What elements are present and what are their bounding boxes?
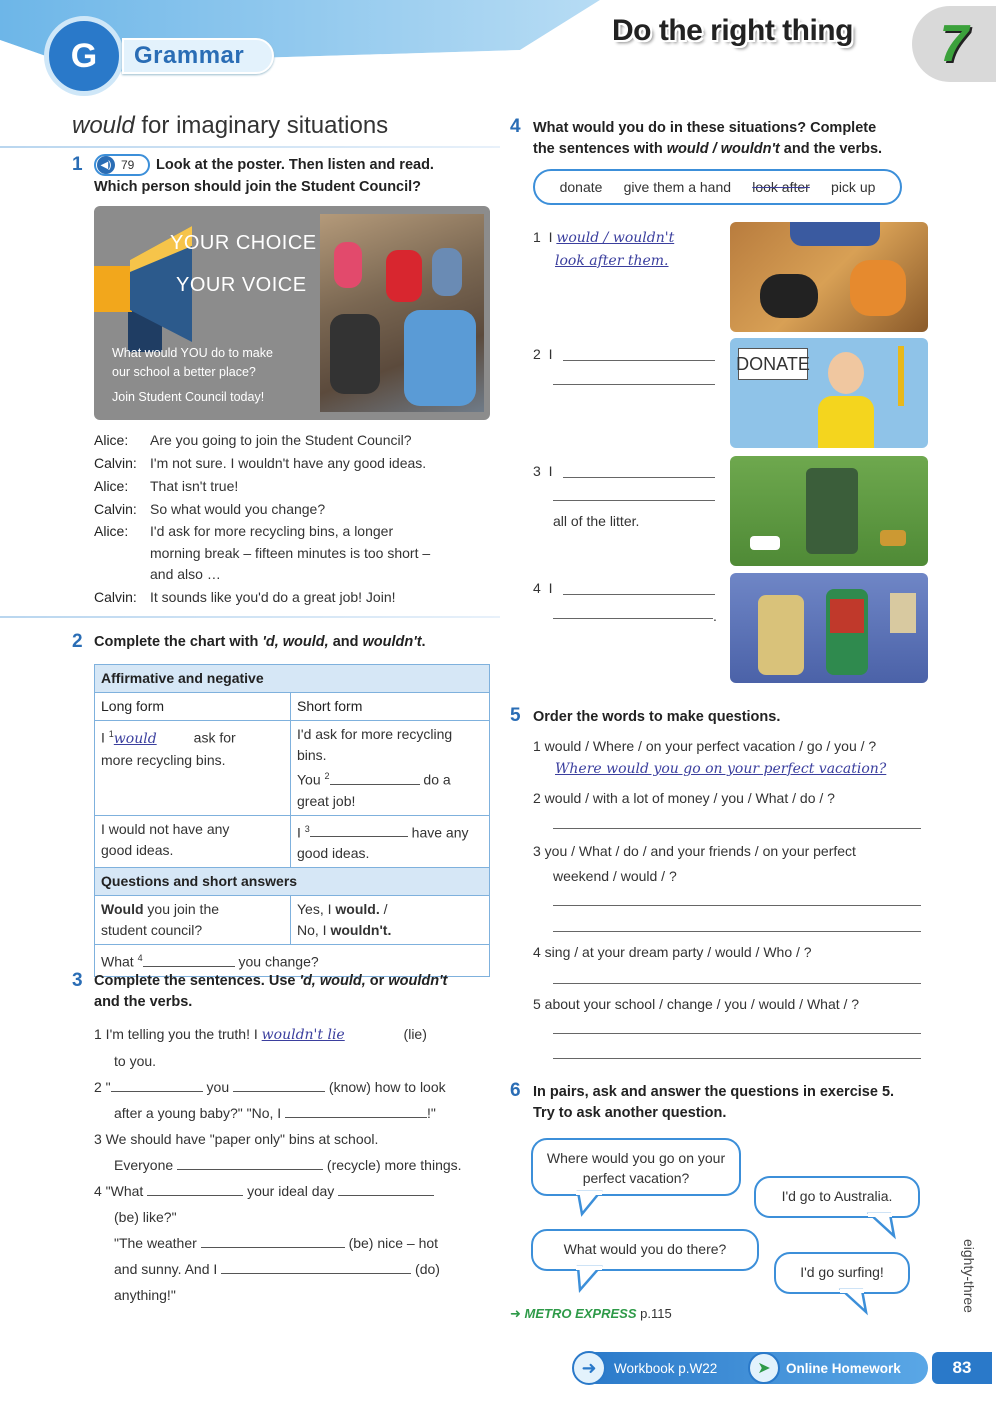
speech-bubble-4: I'd go surfing! [774, 1252, 910, 1294]
dialog-line [94, 475, 494, 498]
answer-line[interactable] [553, 931, 921, 932]
answer-example-2: look after them. [555, 253, 669, 269]
blank[interactable] [285, 1104, 427, 1118]
side-page-text: eighty-three [961, 1239, 977, 1313]
speaker: Calvin: [94, 455, 137, 471]
blank-number: 4 [137, 953, 143, 964]
section-tab [122, 38, 274, 74]
metro-express-label: METRO EXPRESS [524, 1306, 637, 1321]
unit-title: Do the right thing [612, 14, 853, 47]
blank-2[interactable] [330, 771, 420, 785]
ex6-instructions [533, 1082, 933, 1124]
ex4-item-2 [533, 343, 552, 366]
blank-4[interactable] [143, 953, 235, 967]
ex3-sentences [94, 1021, 494, 1308]
chart-cell [95, 896, 291, 945]
chart-cell [95, 721, 291, 816]
instr-text: Try to ask another question. [533, 1105, 727, 1121]
cell-text: No, I [297, 922, 331, 939]
sentence-2-cont [94, 1100, 494, 1126]
ex4-item-1-line2 [555, 252, 715, 270]
cell-text: good ideas. [101, 841, 174, 858]
cats-photo [730, 222, 928, 332]
sentence-text: (recycle) more things. [323, 1157, 462, 1173]
blank[interactable] [221, 1260, 411, 1274]
speech: So what would you change? [150, 501, 326, 517]
sentence-2 [94, 1074, 494, 1100]
item-number: 1 [533, 229, 541, 245]
instr-text: What would you do in these situations? Complete [533, 120, 877, 136]
answer-1: would [113, 730, 157, 747]
sentence-text: Everyone [114, 1157, 178, 1173]
item-text: I [548, 580, 553, 596]
ex2-number: 2 [72, 631, 83, 652]
cell-text: I would not have any [101, 820, 230, 837]
sentence-text: your ideal day [243, 1183, 339, 1199]
word-box [533, 169, 902, 205]
sentence-text: 2 " [94, 1079, 111, 1095]
page-number: 83 [952, 1358, 972, 1377]
speech-line: morning break – fifteen minutes is too short – [150, 544, 431, 561]
topic-title-italic: would [72, 112, 135, 139]
instr-text: . [421, 634, 426, 650]
ex1-number: 1 [72, 154, 83, 175]
cell-bold: wouldn't. [330, 922, 392, 939]
divider [0, 616, 500, 618]
question-text: 3 you / What / do / and your friends / on your perfect [533, 843, 856, 859]
cell-text: I'd ask for more recycling [297, 726, 453, 742]
page-number-badge [932, 1352, 992, 1384]
dialog [94, 429, 494, 609]
speech [150, 521, 430, 586]
ex4-item-3 [533, 460, 552, 483]
answer-example: wouldn't lie [261, 1027, 345, 1043]
metro-express-link[interactable] [510, 1306, 672, 1322]
ex4-item-1 [533, 226, 723, 250]
blank-number: 1 [108, 729, 114, 739]
instr-text: and [328, 634, 363, 650]
poster-line2: YOUR VOICE [176, 274, 307, 296]
instr-text: In pairs, ask and answer the questions in exercise 5. [533, 1084, 895, 1100]
cell-text: have any [407, 824, 469, 841]
answer-line[interactable] [553, 500, 715, 501]
blank[interactable] [111, 1078, 203, 1092]
poster-question2: our school a better place? [112, 365, 256, 379]
audio-button[interactable] [94, 154, 150, 176]
cell-text: You [297, 771, 325, 788]
item-text: I [548, 229, 553, 245]
answer-line[interactable] [563, 594, 715, 595]
ex5-number: 5 [510, 705, 521, 726]
word-give-hand: give them a hand [623, 179, 732, 195]
sentence-4 [94, 1178, 494, 1204]
instr-em: wouldn't [388, 973, 448, 989]
sentence-text: anything!" [114, 1287, 176, 1303]
poster-cta: Join Student Council today! [112, 390, 265, 404]
cell-text: bins. [297, 747, 327, 763]
donate-photo [730, 338, 928, 448]
sentence-4-cont2 [94, 1256, 494, 1282]
sentence-4-cont [94, 1230, 494, 1256]
dialog-line [94, 586, 494, 609]
sentence-text: 1 I'm telling you the truth! I [94, 1026, 262, 1042]
cell-text: What [101, 953, 138, 970]
question-text: weekend / would / ? [553, 868, 677, 884]
item-text: I [548, 463, 553, 479]
speech: I'm not sure. I wouldn't have any good ideas. [150, 455, 427, 471]
online-homework-link[interactable] [748, 1352, 901, 1384]
speaker-icon: ◀) [97, 156, 115, 174]
ex3-number: 3 [72, 970, 83, 991]
speaker: Calvin: [94, 501, 137, 517]
cell-bold: would. [335, 901, 380, 918]
audio-track: 79 [121, 158, 135, 172]
ex3-instructions [94, 971, 494, 1013]
sentence-text: (know) how to look [325, 1079, 446, 1095]
col-long-form: Long form [95, 693, 291, 721]
students-photo [320, 214, 484, 412]
poster [94, 206, 490, 420]
ex4-item-3-tail: all of the litter. [553, 513, 640, 529]
answer-example: Where would you go on your perfect vacation? [555, 761, 887, 777]
sentence-text: !" [427, 1105, 436, 1121]
litter-photo [730, 456, 928, 566]
chart-header-questions: Questions and short answers [95, 868, 490, 896]
speech-bubble-2: I'd go to Australia. [754, 1176, 920, 1218]
cell-text: ask for [189, 729, 236, 746]
cell-text: you change? [234, 953, 319, 970]
cell-text: Yes, I [297, 901, 336, 918]
sentence-text: (be) like?" [114, 1209, 177, 1225]
answer-line[interactable] [553, 828, 921, 829]
arrow-icon: ➜ [510, 1306, 521, 1321]
dialog-line [94, 429, 494, 452]
instr-em: 'd, would, [299, 973, 366, 989]
dialog-line [94, 452, 494, 475]
answer-line[interactable] [563, 477, 715, 478]
section-badge [44, 16, 124, 96]
ex5-q3 [533, 839, 856, 889]
grammar-chart [94, 664, 490, 977]
sentence-3-cont [94, 1152, 494, 1178]
instr-em: 'd, would, [262, 634, 329, 650]
word-donate: donate [559, 179, 603, 195]
topic-title-rest: for imaginary situations [134, 112, 389, 139]
speech-bubble-1: Where would you go on your perfect vacation? [531, 1138, 741, 1196]
ex5-q2: 2 would / with a lot of money / you / What / do / ? [533, 790, 835, 806]
metro-express-page: p.115 [636, 1306, 672, 1321]
item-number: 3 [533, 463, 541, 479]
workbook-link[interactable] [572, 1352, 717, 1384]
word-pick-up: pick up [831, 179, 876, 195]
answer-line[interactable] [553, 384, 715, 385]
blank[interactable] [177, 1156, 323, 1170]
item-number: 2 [533, 346, 541, 362]
cell-text: do a [419, 771, 451, 788]
poster-question1: What would YOU do to make [112, 346, 273, 360]
blank-3[interactable] [310, 823, 408, 837]
blank-number: 2 [324, 771, 330, 781]
sentence-1 [94, 1021, 494, 1048]
donate-sign: DONATE [738, 348, 808, 380]
sentence-text: "The weather [114, 1235, 201, 1251]
answer-line[interactable] [553, 905, 921, 906]
blank-number: 3 [304, 823, 310, 834]
word-look-after: look after [752, 179, 810, 195]
sentence-text: 4 "What [94, 1183, 148, 1199]
speech: Are you going to join the Student Council? [150, 432, 412, 448]
answer-example-1: would / wouldn't [556, 230, 675, 246]
cell-text: you join the [143, 901, 220, 918]
cell-text: I [101, 729, 109, 746]
books-photo [730, 573, 928, 683]
blank[interactable] [233, 1078, 325, 1092]
chart-cell [291, 896, 490, 945]
ex5-q1: 1 would / Where / on your perfect vacation / go / you / ? [533, 738, 877, 754]
cell-text: more recycling bins. [101, 751, 226, 768]
instr-text: Complete the chart with [94, 634, 263, 650]
ex1-instructions [156, 155, 434, 176]
chart-cell [95, 815, 291, 868]
instr-em: wouldn't [362, 634, 422, 650]
dialog-line [94, 521, 494, 586]
poster-line1: YOUR CHOICE [170, 232, 317, 254]
speech: That isn't true! [150, 478, 239, 494]
online-homework-label: Online Homework [786, 1360, 901, 1376]
item-number: 4 [533, 580, 541, 596]
workbook-label: Workbook p.W22 [614, 1360, 718, 1376]
cell-text: good ideas. [297, 845, 370, 862]
blank[interactable] [338, 1182, 434, 1196]
speech-line: I'd ask for more recycling bins, a longer [150, 523, 394, 539]
blank[interactable] [147, 1182, 243, 1196]
ex4-item-4-end: . [713, 608, 717, 624]
dialog-line [94, 498, 494, 521]
ex1-instr1: Look at the poster. Then listen and read. [156, 157, 434, 173]
cell-text: / [379, 901, 388, 918]
answer-line[interactable] [553, 1033, 921, 1034]
speech-line: and also … [150, 566, 221, 582]
sentence-text: after a young baby?" "No, I [114, 1105, 286, 1121]
cursor-icon: ➤ [748, 1352, 780, 1384]
ex5-q5: 5 about your school / change / you / would / What / ? [533, 996, 860, 1012]
ex4-instructions [533, 118, 933, 160]
item-text: I [548, 346, 553, 362]
chart-cell [291, 815, 490, 868]
speaker: Alice: [94, 523, 129, 539]
topic-title [72, 112, 388, 140]
unit-badge [912, 6, 996, 82]
section-letter: G [70, 36, 98, 75]
chart-cell [291, 721, 490, 816]
answer-line[interactable] [553, 983, 921, 984]
section-title: Grammar [134, 42, 245, 69]
ex1-question: Which person should join the Student Council? [94, 179, 422, 195]
instr-text: the sentences with [533, 141, 667, 157]
ex6-number: 6 [510, 1080, 521, 1101]
sentence-text: and sunny. And I [114, 1261, 222, 1277]
cell-text: I [297, 824, 305, 841]
answer-line[interactable] [553, 1058, 921, 1059]
answer-line[interactable] [553, 618, 713, 619]
chart-header-affirmative: Affirmative and negative [95, 665, 490, 693]
ex2-instructions [94, 632, 426, 653]
cell-bold: Would [101, 901, 144, 918]
divider [0, 146, 500, 148]
speaker: Alice: [94, 478, 129, 494]
cell-text: great job! [297, 792, 356, 809]
ex5-instructions: Order the words to make questions. [533, 709, 781, 725]
speech: It sounds like you'd do a great job! Join! [150, 588, 396, 605]
speaker: Alice: [94, 432, 129, 448]
instr-text: or [365, 973, 389, 989]
instr-text: Complete the sentences. Use [94, 973, 300, 989]
ex4-item-4 [533, 577, 552, 600]
answer-line[interactable] [563, 360, 715, 361]
unit-number: 7 [939, 15, 969, 73]
sentence-text: (be) nice – hot [344, 1235, 439, 1251]
ex5-q4: 4 sing / at your dream party / would / Who / ? [533, 944, 812, 960]
sentence-text: (lie) [399, 1026, 427, 1042]
sentence-text: (do) [411, 1261, 440, 1277]
cell-text: student council? [101, 922, 203, 939]
sentence-3: 3 We should have "paper only" bins at school. [94, 1131, 379, 1147]
sentence-text: you [202, 1079, 234, 1095]
sentence-text: to you. [114, 1053, 157, 1069]
ex4-number: 4 [510, 116, 521, 137]
instr-text: and the verbs. [779, 141, 883, 157]
ex5-q1-answer [555, 760, 921, 778]
instr-em: would / wouldn't [666, 141, 780, 157]
speech-bubble-3: What would you do there? [531, 1229, 759, 1271]
col-short-form: Short form [291, 693, 490, 721]
speaker: Calvin: [94, 588, 137, 605]
instr-text: and the verbs. [94, 994, 193, 1010]
arrow-right-icon: ➜ [572, 1351, 606, 1385]
blank[interactable] [201, 1234, 345, 1248]
